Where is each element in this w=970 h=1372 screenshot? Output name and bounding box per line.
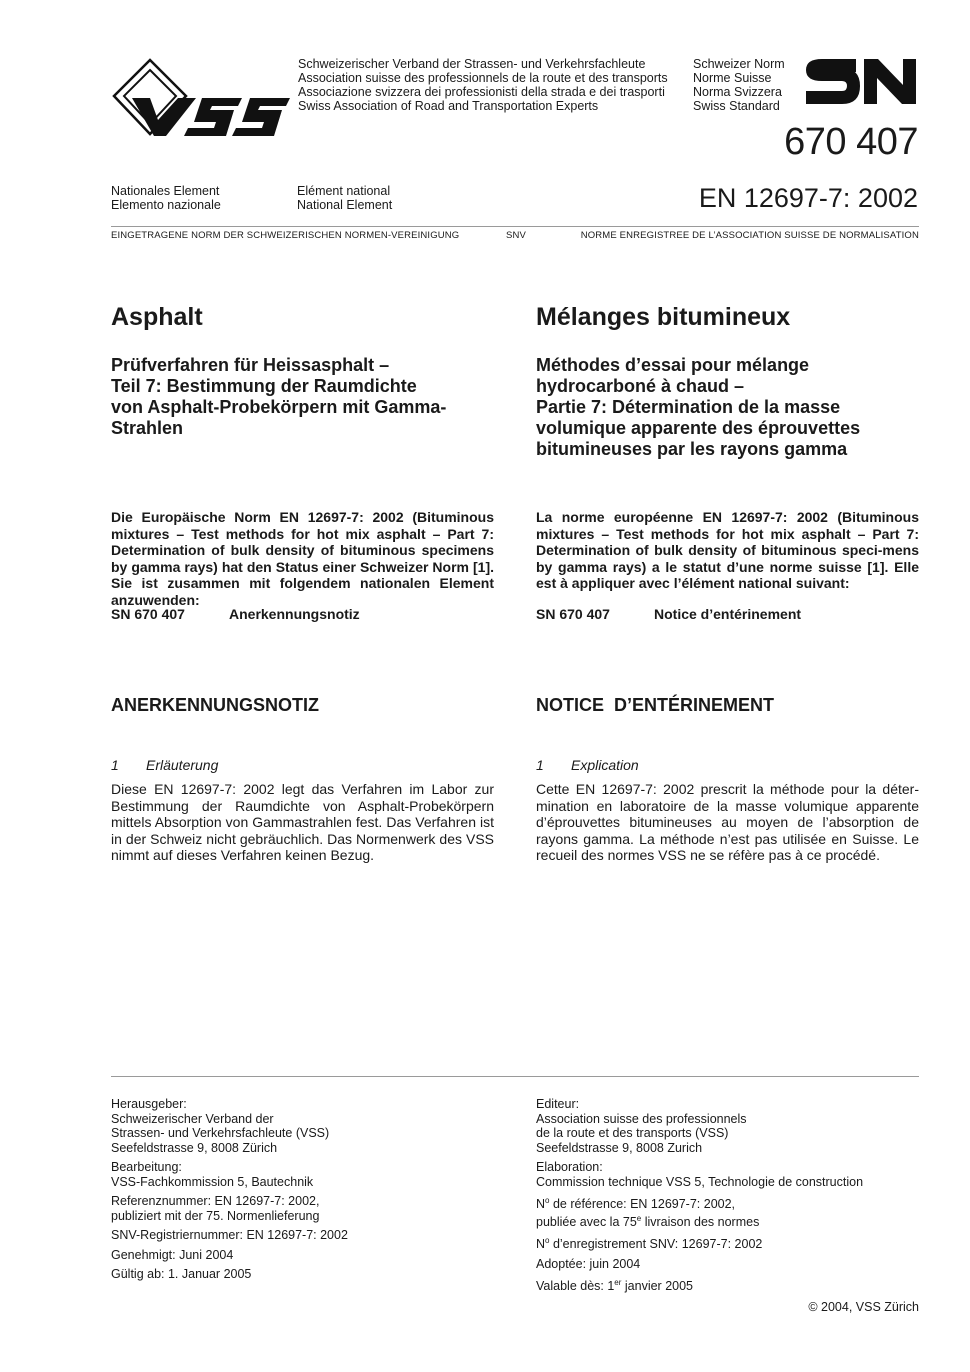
vss-logo-icon (110, 56, 292, 140)
org-name-en: Swiss Association of Road and Transportation Experts (298, 99, 599, 113)
section-title-fr: NOTICE D’ENTÉRINEMENT (536, 695, 775, 715)
vss-logo (110, 56, 292, 140)
intro-de: Die Europäische Norm EN 12697-7: 2002 (Bituminous mixtures – Test methods for hot mix asphalt – Part 7: Determination of bulk density of bituminous specimens by gamma rays) hat den Status einer Schweizer Norm [1]. Sie ist zusammen mit folgendem nationalen Element anzuwenden: (111, 509, 494, 608)
ref-number-de: SN 670 407 (111, 606, 185, 622)
valid-de: Gültig ab: 1. Januar 2005 (111, 1267, 252, 1281)
norm-type-it: Norma Svizzera (693, 85, 782, 99)
sn-logo (802, 50, 920, 112)
sn-logo-icon (802, 50, 920, 112)
norm-type-de: Schweizer Norm (693, 57, 785, 71)
editing-label-fr: Elaboration: (536, 1160, 603, 1174)
editing-label-de: Bearbeitung: (111, 1160, 182, 1174)
org-name-it: Associazione svizzera dei professionisti della strada e dei trasporti (298, 85, 665, 99)
section-text-de: Diese EN 12697-7: 2002 legt das Verfahren im Labor zur Bestimmung der Raumdichte von Asphalt-Probekörpern mittels Absorption von Gammastrahlen fest. Das Verfahren ist in der Schweiz nicht gebräuchlich. Das Normenwerk des VSS nimmt auf dieses Verfahren keinen Bezug. (111, 781, 494, 863)
ref-number-fr: SN 670 407 (536, 606, 610, 622)
ref-title-fr: Notice d’entérinement (654, 606, 802, 622)
norm-type-fr: Norme Suisse (693, 71, 772, 85)
header-divider (111, 226, 919, 227)
publisher-label-fr: Editeur: (536, 1097, 580, 1111)
section-title-de: ANERKENNUNGSNOTIZ (111, 695, 320, 715)
copyright: © 2004, VSS Zürich (808, 1300, 919, 1314)
approved-de: Genehmigt: Juni 2004 (111, 1247, 234, 1262)
registered-de: EINGETRAGENE NORM DER SCHWEIZERISCHEN NORMEN-VEREINIGUNG (111, 230, 460, 241)
subsection-title-de: Erläuterung (146, 757, 219, 773)
org-name-de: Schweizerischer Verband der Strassen- und Verkehrsfachleute (298, 57, 646, 71)
subsection-title-fr: Explication (571, 757, 639, 773)
section-text-fr: Cette EN 12697-7: 2002 prescrit la méthode pour la déter-mination en laboratoire de la masse volumique apparente d’éprouvettes bitumineuses au moyen de l’absorption de rayons gamma. La méthode n’est pas utilisée en Suisse. Le recueil des normes VSS ne se réfère pas à ce procédé. (536, 781, 919, 863)
valid-fr: Valable dès: 1er janvier 2005 (536, 1278, 693, 1294)
en-number: EN 12697-7: 2002 (698, 183, 918, 213)
intro-fr: La norme européenne EN 12697-7: 2002 (Bituminous mixtures – Test methods for hot mix asphalt – Part 7: Determination of bulk density of bituminous speci-mens by gamma rays) a le statut d’une norme suisse [1]. Elle est à appliquer avec l’élément national suivant: (536, 509, 919, 591)
national-element-fr (536, 606, 919, 623)
subtitle-de: Prüfverfahren für Heissasphalt – Teil 7: Bestimmung der Raumdichte von Asphalt-Probekörpern mit Gamma- Strahlen (111, 355, 447, 438)
snv-registration-de: SNV-Registriernummer: EN 12697-7: 2002 (111, 1228, 348, 1242)
ref-publication-fr: publiée avec la 75e livraison des normes (536, 1213, 760, 1229)
title-fr: Mélanges bitumineux (536, 303, 791, 331)
approved-fr: Adoptée: juin 2004 (536, 1256, 641, 1271)
title-de: Asphalt (111, 303, 203, 331)
national-element-de (111, 606, 494, 623)
element-type-fr: Elément national National Element (297, 184, 393, 212)
subtitle-fr: Méthodes d’essai pour mélange hydrocarboné à chaud – Partie 7: Détermination de la masse volumique apparente des éprouvettes bitumineuses par les rayons gamma (536, 355, 861, 459)
ref-number-line-fr: $N^o$ de référence: EN 12697-7: 2002, (536, 1196, 736, 1212)
registered-fr: NORME ENREGISTREE DE L’ASSOCIATION SUISSE DE NORMALISATION (580, 230, 919, 241)
element-type-de: Nationales Element Elemento nazionale (111, 184, 221, 212)
org-names (298, 57, 698, 113)
snv-label: SNV (506, 230, 526, 241)
norm-type-en: Swiss Standard (693, 99, 780, 113)
footer-divider (111, 1076, 919, 1077)
subsection-number-fr: 1 (536, 757, 544, 773)
subsection-number-de: 1 (111, 757, 119, 773)
imprint-de: Herausgeber: Schweizerischer Verband der Strassen- und Verkehrsfachleute (VSS) Seefeldstrasse 9, 8008 Zürich Bearbeitung: VSS-Fachkommission 5, Bautechnik Referenznummer: EN 12697-7: 2002, publiziert mit der 75. Normenlieferung SNV-Registriernummer: EN 12697-7: 2002 Genehmigt: Juni 2004 Gültig ab: 1. Januar 2005 (111, 1097, 511, 1282)
subsection-fr (536, 757, 639, 773)
imprint-fr: Editeur: Association suisse des professionnels de la route et des transports (VSS) Seefeldstrasse 9, 8008 Zurich Elaboration: Commission technique VSS 5, Technologie de construction $N^o$ de référence: EN 12697-7: 2002, publiée avec la 75e livraison des normes $N^o$ d’enregistrement SNV: 12697-7: 2002 Adoptée: juin 2004 Valable dès: 1er janvier 2005 (536, 1097, 936, 1294)
ref-title-de: Anerkennungsnotiz (229, 606, 360, 622)
publisher-label-de: Herausgeber: (111, 1097, 187, 1111)
norm-number: 670 407 (784, 121, 918, 163)
org-name-fr: Association suisse des professionnels de la route et des transports (298, 71, 668, 85)
subsection-de (111, 757, 218, 773)
norm-type (693, 57, 803, 113)
snv-registration-fr: $N^o$ d’enregistrement SNV: 12697-7: 2002 (536, 1236, 763, 1252)
